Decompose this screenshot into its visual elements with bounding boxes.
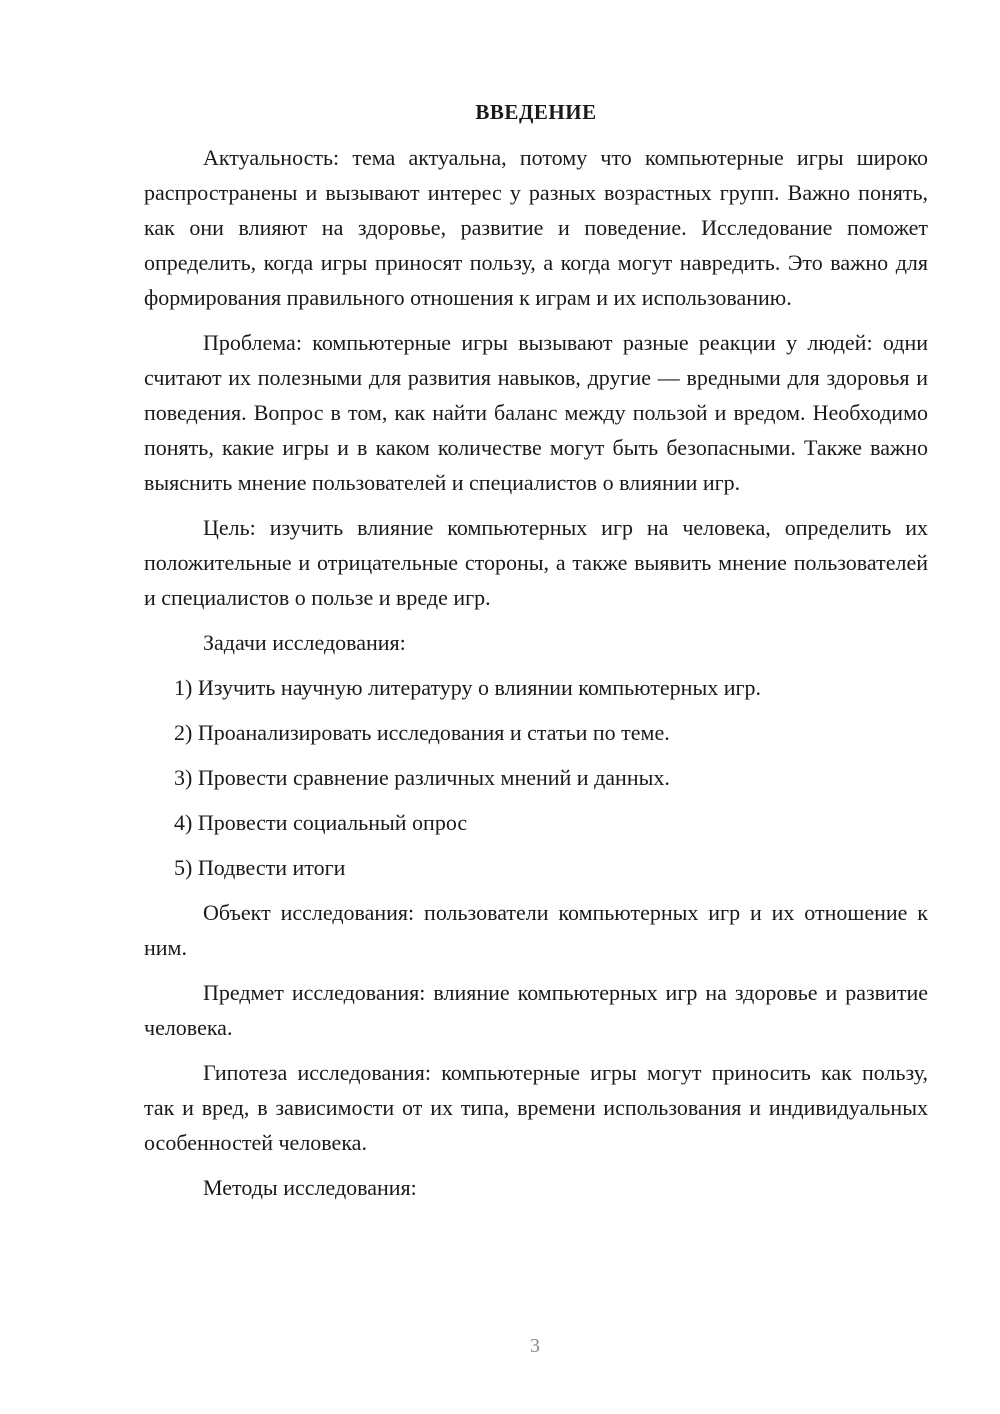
list-item: 1) Изучить научную литературу о влиянии компьютерных игр. (174, 675, 762, 700)
paragraph-hypothesis: Гипотеза исследования: компьютерные игры могут приносить как пользу, так и вред, в зависимости от их типа, времени использования и индивидуальных особенностей человека. (144, 1060, 928, 1155)
tasks-list (144, 670, 928, 885)
list-item: 3) Провести сравнение различных мнений и данных. (174, 765, 670, 790)
section-heading: ВВЕДЕНИЕ (475, 100, 597, 124)
document-page (144, 96, 928, 1215)
paragraph-relevance: Актуальность: тема актуальна, потому что компьютерные игры широко распространены и вызывают интерес у разных возрастных групп. Важно понять, как они влияют на здоровье, развитие и поведение. Исследование поможет определить, когда игры приносят пользу, а когда могут навредить. Это важно для формирования правильного отношения к играм и их использованию. (144, 145, 928, 310)
paragraph-subject: Предмет исследования: влияние компьютерных игр на здоровье и развитие человека. (144, 980, 928, 1040)
methods-heading: Методы исследования: (203, 1175, 417, 1200)
paragraph-object: Объект исследования: пользователи компьютерных игр и их отношение к ним. (144, 900, 928, 960)
list-item: 4) Провести социальный опрос (174, 810, 468, 835)
paragraph-problem: Проблема: компьютерные игры вызывают разные реакции у людей: одни считают их полезными для развития навыков, другие — вредными для здоровья и поведения. Вопрос в том, как найти баланс между пользой и вредом. Необходимо понять, какие игры и в каком количестве могут быть безопасными. Также важно выяснить мнение пользователей и специалистов о влиянии игр. (144, 330, 928, 495)
paragraph-goal: Цель: изучить влияние компьютерных игр на человека, определить их положительные и отрицательные стороны, а также выявить мнение пользователей и специалистов о пользе и вреде игр. (144, 515, 928, 610)
list-item: 5) Подвести итоги (174, 855, 346, 880)
list-item: 2) Проанализировать исследования и статьи по теме. (174, 720, 670, 745)
page-number: 3 (530, 1335, 540, 1357)
tasks-heading: Задачи исследования: (203, 630, 406, 655)
